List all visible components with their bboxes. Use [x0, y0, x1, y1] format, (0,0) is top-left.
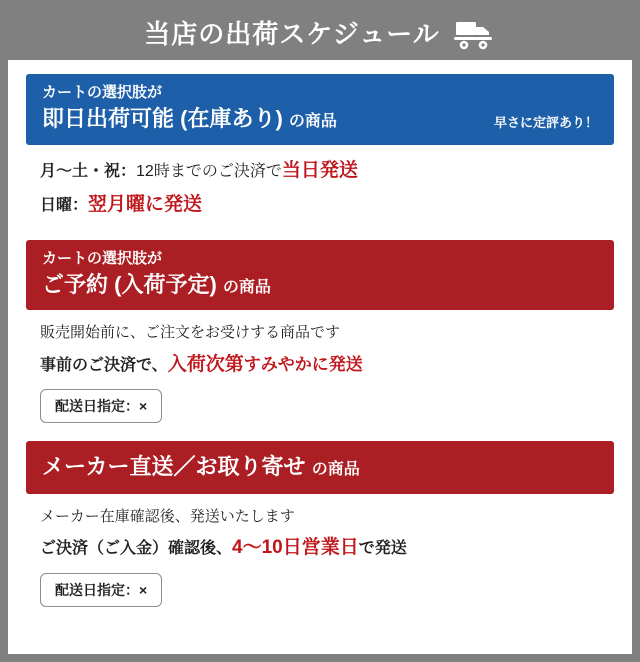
detail-line-text: 12時までのご決済で: [136, 162, 282, 180]
band-subtitle: カートの選択肢が: [42, 84, 163, 101]
detail-line-text: メーカー在庫確認後、発送いたします: [40, 507, 295, 525]
detail-line-emphasis-small: すみやかに発送: [243, 354, 363, 374]
detail-line-text: 販売開始前に、ご注文をお受けする商品です: [40, 324, 341, 341]
band-title-strong: 即日出荷可能 (在庫あり): [42, 106, 283, 131]
band-note: 早さに定評あり！: [493, 114, 598, 130]
delivery-truck-icon: [454, 18, 496, 50]
band-title-tail: の商品: [222, 278, 271, 296]
detail-line-emphasis: 入荷次第: [167, 353, 244, 375]
detail-line-label: 月〜土・祝：: [40, 162, 137, 180]
band-title: [42, 271, 598, 299]
band-title-strong: ご予約 (入荷予定): [42, 271, 217, 297]
delivery-date-chip: 配送日指定：×: [40, 389, 162, 423]
section-detail-maker-direct: [26, 494, 614, 611]
band-title-tail: の商品: [311, 461, 360, 478]
detail-line: [40, 534, 600, 563]
detail-line-emphasis: 4〜10日営業日: [232, 537, 359, 558]
detail-line: [40, 191, 600, 220]
band-title-tail: の商品: [288, 113, 337, 130]
detail-line-emphasis: 翌月曜に発送: [88, 194, 203, 215]
section-band-maker-direct: [26, 441, 614, 494]
detail-line-emphasis-tail: で発送: [358, 540, 407, 557]
detail-line-emphasis: 当日発送: [281, 159, 358, 181]
detail-line-label: ご決済（ご入金）確認後、: [40, 540, 233, 557]
delivery-date-chip: 配送日指定：×: [40, 573, 162, 607]
section-band-preorder: [26, 240, 614, 311]
detail-line: [40, 157, 600, 186]
section-detail-preorder: [26, 310, 614, 427]
card-header: [8, 8, 632, 60]
detail-line: [40, 351, 600, 380]
section-detail-immediate-shipping: [26, 145, 614, 230]
detail-line: [40, 506, 600, 529]
card-body: [8, 60, 632, 621]
band-title: [42, 453, 598, 481]
detail-line-label: 日曜：: [40, 197, 89, 214]
band-subtitle: カートの選択肢が: [42, 249, 163, 267]
detail-line: [40, 322, 600, 345]
band-title-strong: メーカー直送／お取り寄せ: [42, 454, 306, 479]
section-band-immediate-shipping: [26, 74, 614, 145]
page-title: 当店の出荷スケジュール: [144, 19, 440, 49]
detail-line-label: 事前のご決済で、: [40, 356, 168, 374]
